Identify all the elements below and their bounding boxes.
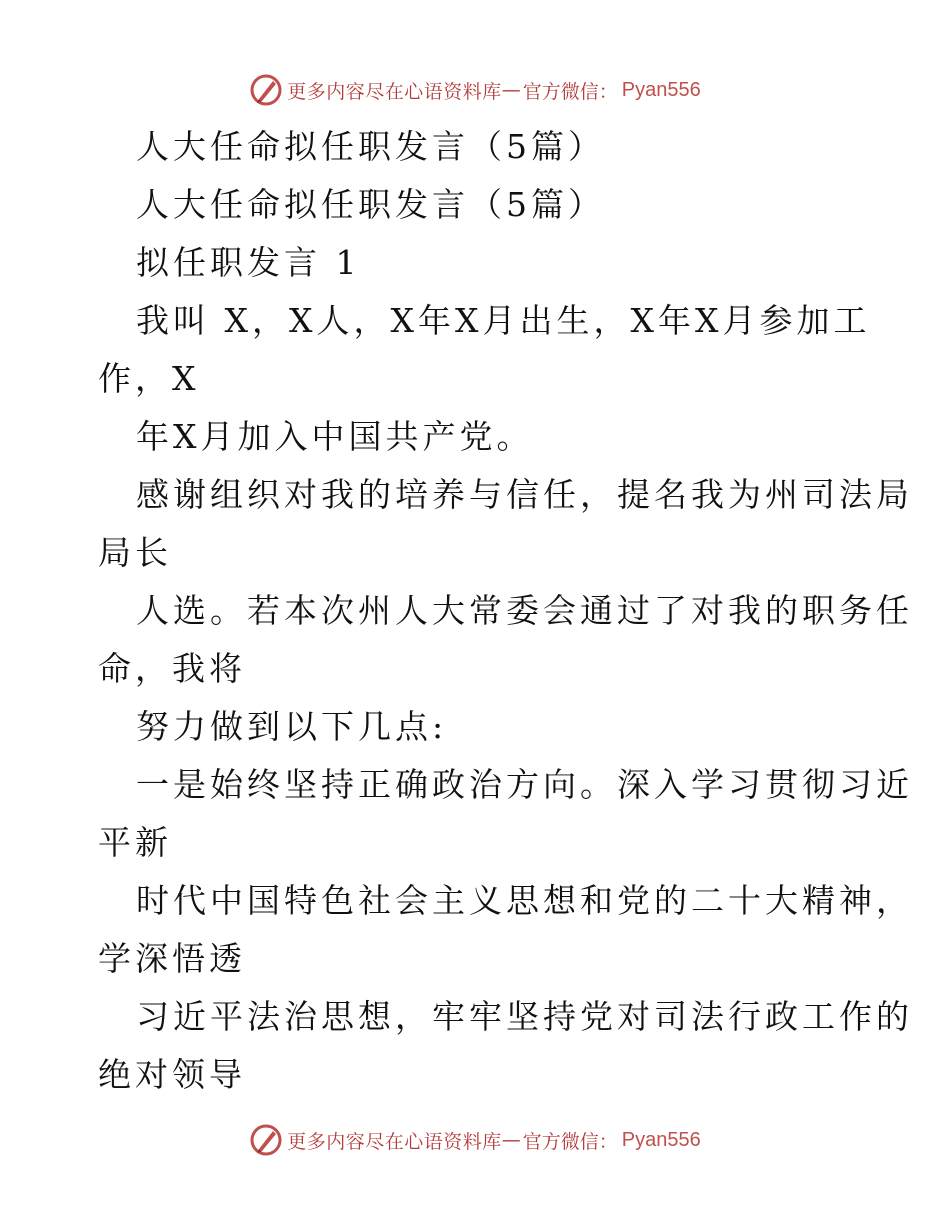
banner-wechat-id: Pyan556 [621, 78, 701, 101]
banner-separator: — [501, 79, 521, 101]
paragraph-line: 学深悟透 [98, 939, 246, 978]
banner-wechat-label: 官方微信： [522, 1130, 618, 1153]
paragraph-line: 习近平法治思想，牢牢坚持党对司法行政工作的 [136, 997, 913, 1036]
footer-banner [0, 1120, 950, 1160]
paragraph-line: 感谢组织对我的培养与信任，提名我为州司法局 [136, 475, 913, 514]
banner-wechat-label: 官方微信： [522, 80, 618, 103]
paragraph-line: 我叫 X，X人，X年X月出生，X年X月参加工 [136, 301, 871, 340]
paragraph-line: 绝对领导 [98, 1055, 246, 1094]
paragraph-line: 局长 [98, 533, 172, 572]
section-heading: 拟任职发言 1 [136, 243, 361, 282]
banner-text: 更多内容尽在心语资料库 [287, 1130, 502, 1153]
paragraph-line: 人选。若本次州人大常委会通过了对我的职务任 [136, 591, 913, 630]
paragraph-line: 命，我将 [98, 649, 246, 688]
paragraph-line: 平新 [98, 823, 172, 862]
paragraph-line: 年X月加入中国共产党。 [136, 417, 534, 456]
doc-title-repeat: 人大任命拟任职发言（5篇） [136, 185, 605, 224]
banner-wechat-id: Pyan556 [621, 1128, 701, 1151]
header-banner [0, 70, 950, 110]
banner-separator: — [501, 1129, 521, 1151]
paragraph-line: 作，X [98, 359, 200, 398]
document-body [98, 118, 913, 1104]
paragraph-line: 时代中国特色社会主义思想和党的二十大精神， [136, 881, 913, 920]
paragraph-line: 一是始终坚持正确政治方向。深入学习贯彻习近 [136, 765, 913, 804]
banner-text: 更多内容尽在心语资料库 [287, 80, 502, 103]
paragraph-line: 努力做到以下几点: [136, 707, 448, 746]
pen-logo-icon [249, 73, 283, 107]
doc-title: 人大任命拟任职发言（5篇） [136, 127, 605, 166]
pen-logo-icon [249, 1123, 283, 1157]
